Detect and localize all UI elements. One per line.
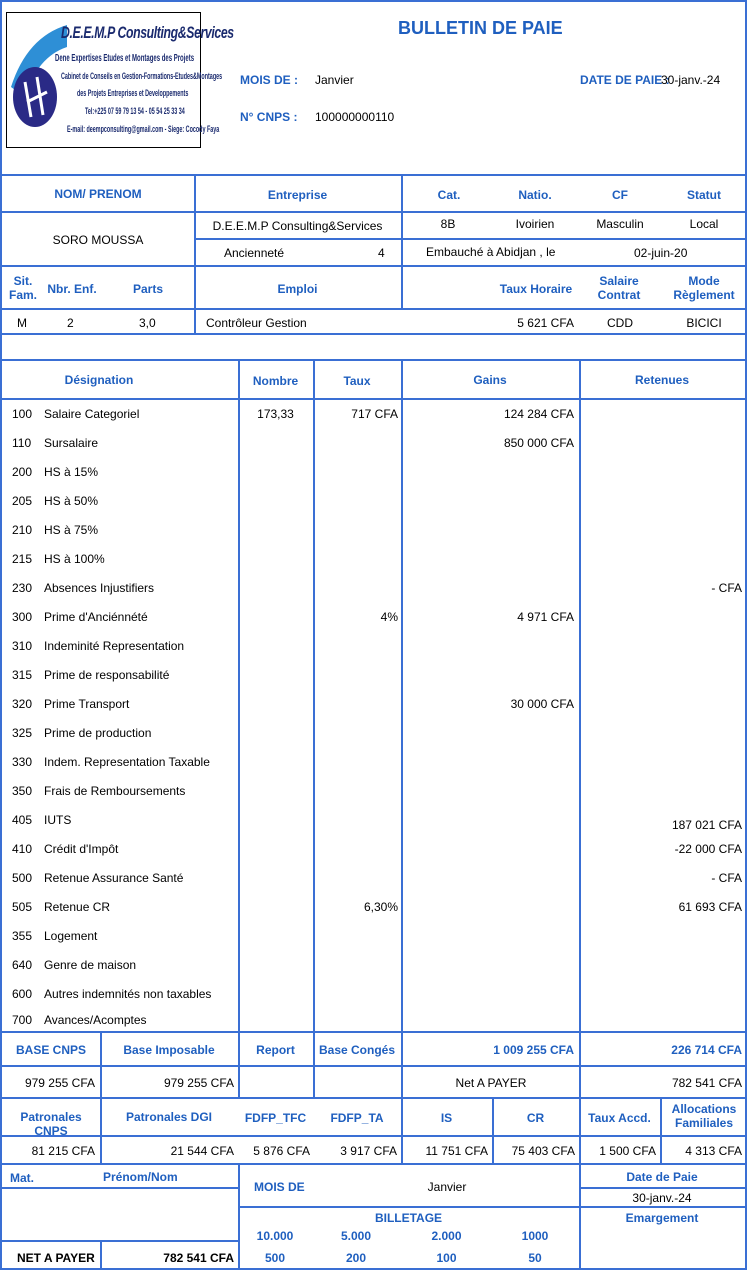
fdfp-tfc-value: 5 876 CFA bbox=[253, 1144, 310, 1158]
page-title: BULLETIN DE PAIE bbox=[398, 18, 563, 38]
net-a-payer-value: 782 541 CFA bbox=[671, 1076, 742, 1090]
header-salaire-contrat: Salaire Contrat bbox=[597, 274, 641, 302]
line-retenue: 61 693 CFA bbox=[678, 900, 742, 914]
line-label: HS à 15% bbox=[44, 465, 99, 479]
header-base-imposable: Base Imposable bbox=[123, 1043, 215, 1057]
logo-email: E-mail: deempconsulting@gmail.com - Siege: Cocody Faya bbox=[67, 124, 220, 134]
fdfp-ta-value: 3 917 CFA bbox=[340, 1144, 397, 1158]
embauche-value: 02-juin-20 bbox=[634, 246, 688, 260]
header-allocations: Allocations Familiales bbox=[671, 1102, 737, 1130]
header-statut: Statut bbox=[687, 188, 721, 202]
line-code: 210 bbox=[12, 523, 33, 537]
total-gains: 1 009 255 CFA bbox=[493, 1043, 574, 1057]
header-nbrenf: Nbr. Enf. bbox=[47, 282, 97, 296]
line-label: HS à 75% bbox=[44, 523, 99, 537]
header-natio: Natio. bbox=[518, 188, 552, 202]
logo-brand: D.E.E.M.P Consulting&Services bbox=[61, 23, 234, 42]
logo-emblem-icon bbox=[7, 17, 67, 137]
header-fdfp-ta: FDFP_TA bbox=[330, 1111, 384, 1125]
footer-mois-label: MOIS DE bbox=[254, 1180, 305, 1194]
cnps-value: 100000000110 bbox=[315, 110, 395, 124]
line-code: 230 bbox=[12, 581, 33, 595]
logo-line2: des Projets Entreprises et Developpements bbox=[77, 88, 189, 98]
footer-emargement-label: Emargement bbox=[625, 1211, 699, 1225]
is-value: 11 751 CFA bbox=[425, 1144, 488, 1158]
line-label: Prime Transport bbox=[44, 697, 130, 711]
line-gain: 4 971 CFA bbox=[517, 610, 574, 624]
line-label: Logement bbox=[44, 929, 98, 943]
line-label: Avances/Acomptes bbox=[44, 1013, 147, 1027]
employee-cf: Masculin bbox=[596, 217, 644, 231]
line-code: 310 bbox=[12, 639, 33, 653]
header-nombre: Nombre bbox=[252, 374, 299, 388]
footer-billetage-label: BILLETAGE bbox=[374, 1211, 443, 1225]
anciennete-label: Ancienneté bbox=[224, 246, 285, 260]
header-nom: NOM/ PRENOM bbox=[54, 187, 142, 201]
employee-company: D.E.E.M.P Consulting&Services bbox=[212, 219, 383, 233]
footer-prenom-label: Prénom/Nom bbox=[103, 1170, 178, 1184]
footer-date-value: 30-janv.-24 bbox=[632, 1191, 692, 1205]
billet-denomination: 500 bbox=[264, 1251, 286, 1265]
line-code: 325 bbox=[12, 726, 33, 740]
header-cf: CF bbox=[612, 188, 628, 202]
taux-accd-value: 1 500 CFA bbox=[599, 1144, 656, 1158]
line-label: Sursalaire bbox=[44, 436, 99, 450]
date-paie-label: DATE DE PAIE : bbox=[580, 73, 670, 87]
line-retenue: -22 000 CFA bbox=[674, 842, 742, 856]
line-code: 700 bbox=[12, 1013, 33, 1027]
company-logo bbox=[6, 12, 234, 148]
header-is: IS bbox=[440, 1111, 453, 1125]
billet-denomination: 200 bbox=[345, 1251, 367, 1265]
line-label: Retenue CR bbox=[44, 900, 111, 914]
employee-statut: Local bbox=[689, 217, 719, 231]
line-code: 215 bbox=[12, 552, 33, 566]
header-parts: Parts bbox=[132, 282, 164, 296]
header-base-cnps: BASE CNPS bbox=[15, 1043, 86, 1057]
billet-denomination: 50 bbox=[528, 1251, 542, 1265]
header-retenues: Retenues bbox=[634, 373, 690, 387]
header-patronales-dgi: Patronales DGI bbox=[125, 1110, 213, 1124]
allocations-value: 4 313 CFA bbox=[685, 1144, 742, 1158]
billet-denomination: 5.000 bbox=[340, 1229, 372, 1243]
date-paie-value: 30-janv.-24 bbox=[661, 73, 721, 87]
line-label: Indeminité Representation bbox=[44, 639, 185, 653]
header-gains: Gains bbox=[473, 373, 507, 387]
line-code: 300 bbox=[12, 610, 33, 624]
line-code: 320 bbox=[12, 697, 33, 711]
line-code: 350 bbox=[12, 784, 33, 798]
line-label: Autres indemnités non taxables bbox=[44, 987, 212, 1001]
header-entreprise: Entreprise bbox=[267, 188, 328, 202]
line-label: Prime de responsabilité bbox=[44, 668, 170, 682]
line-label: Frais de Remboursements bbox=[44, 784, 186, 798]
patronales-cnps-value: 81 215 CFA bbox=[31, 1144, 95, 1158]
header-base-conges: Base Congés bbox=[318, 1043, 396, 1057]
footer-net-label: NET A PAYER bbox=[17, 1251, 95, 1265]
billet-denomination: 10.000 bbox=[256, 1229, 294, 1243]
line-code: 200 bbox=[12, 465, 33, 479]
line-code: 410 bbox=[12, 842, 33, 856]
header-taux: Taux bbox=[343, 374, 371, 388]
line-code: 110 bbox=[12, 436, 32, 450]
line-gain: 30 000 CFA bbox=[510, 697, 574, 711]
employee-cat: 8B bbox=[440, 217, 456, 231]
line-label: Crédit d'Impôt bbox=[44, 842, 119, 856]
header-cat: Cat. bbox=[437, 188, 461, 202]
billet-denomination: 2.000 bbox=[431, 1229, 462, 1243]
line-code: 640 bbox=[12, 958, 33, 972]
footer-net-value: 782 541 CFA bbox=[163, 1251, 234, 1265]
line-retenue: 187 021 CFA bbox=[671, 818, 742, 832]
employee-sitfam: M bbox=[17, 316, 27, 330]
line-retenue: - CFA bbox=[711, 871, 742, 885]
billet-denomination: 1000 bbox=[521, 1229, 549, 1243]
employee-natio: Ivoirien bbox=[515, 217, 555, 231]
mois-value: Janvier bbox=[315, 73, 354, 87]
line-code: 500 bbox=[12, 871, 33, 885]
header-sitfam: Sit. Fam. bbox=[8, 274, 37, 302]
mois-label: MOIS DE : bbox=[240, 73, 299, 87]
line-label: Prime de production bbox=[44, 726, 152, 740]
line-taux: 4% bbox=[380, 610, 398, 624]
line-code: 405 bbox=[12, 813, 33, 827]
header-report: Report bbox=[256, 1043, 295, 1057]
embauche-label: Embauché à Abidjan , le bbox=[426, 245, 556, 259]
line-gain: 124 284 CFA bbox=[503, 407, 574, 421]
logo-tel: Tel:+225 07 59 79 13 54 - 05 54 25 33 34 bbox=[85, 106, 185, 116]
line-code: 315 bbox=[12, 668, 33, 682]
line-label: HS à 100% bbox=[44, 552, 105, 566]
cr-value: 75 403 CFA bbox=[511, 1144, 575, 1158]
header-patronales-cnps: Patronales CNPS bbox=[20, 1110, 82, 1138]
line-label: Absences Injustifiers bbox=[44, 581, 155, 595]
employee-name: SORO MOUSSA bbox=[52, 233, 144, 247]
header-cr: CR bbox=[526, 1111, 545, 1125]
line-code: 505 bbox=[12, 900, 33, 914]
patronales-dgi-value: 21 544 CFA bbox=[170, 1144, 234, 1158]
line-label: Salaire Categoriel bbox=[44, 407, 140, 421]
footer-mat-label: Mat. bbox=[10, 1171, 34, 1185]
logo-line1: Cabinet de Conseils en Gestion-Formations-Etudes&Montages bbox=[61, 71, 223, 81]
footer-date-label: Date de Paie bbox=[626, 1170, 698, 1184]
line-taux: 6,30% bbox=[363, 900, 398, 914]
anciennete-value: 4 bbox=[378, 246, 385, 260]
line-code: 205 bbox=[12, 494, 33, 508]
line-code: 600 bbox=[12, 987, 33, 1001]
base-imposable-value: 979 255 CFA bbox=[163, 1076, 234, 1090]
line-label: HS à 50% bbox=[44, 494, 99, 508]
line-label: Indem. Representation Taxable bbox=[44, 755, 210, 769]
header-designation: Désignation bbox=[64, 373, 134, 387]
cnps-label: N° CNPS : bbox=[240, 110, 298, 124]
line-code: 355 bbox=[12, 929, 33, 943]
line-label: Prime d'Anciénnété bbox=[44, 610, 148, 624]
base-cnps-value: 979 255 CFA bbox=[24, 1076, 95, 1090]
line-code: 330 bbox=[12, 755, 33, 769]
header-mode-reglement: Mode Règlement bbox=[673, 274, 735, 302]
employee-salaire-contrat: CDD bbox=[607, 316, 633, 330]
header-taux-accd: Taux Accd. bbox=[588, 1111, 651, 1125]
billet-denomination: 100 bbox=[436, 1251, 457, 1265]
line-taux: 717 CFA bbox=[351, 407, 398, 421]
line-label: IUTS bbox=[44, 813, 72, 827]
net-a-payer-label: Net A PAYER bbox=[455, 1076, 527, 1090]
logo-tagline: Dene Expertises Etudes et Montages des Projets bbox=[55, 53, 195, 64]
footer-mois-value: Janvier bbox=[427, 1180, 467, 1194]
line-nombre: 173,33 bbox=[257, 407, 294, 421]
line-code: 100 bbox=[12, 407, 33, 421]
line-label: Genre de maison bbox=[44, 958, 137, 972]
header-taux-horaire: Taux Horaire bbox=[499, 282, 573, 296]
employee-parts: 3,0 bbox=[139, 316, 156, 330]
employee-mode-reglement: BICICI bbox=[686, 316, 722, 330]
line-label: Retenue Assurance Santé bbox=[44, 871, 184, 885]
line-gain: 850 000 CFA bbox=[503, 436, 574, 450]
employee-taux-horaire: 5 621 CFA bbox=[517, 316, 574, 330]
header-emploi: Emploi bbox=[277, 282, 318, 296]
employee-nbrenf: 2 bbox=[67, 316, 74, 330]
line-retenue: - CFA bbox=[711, 581, 742, 595]
header-fdfp-tfc: FDFP_TFC bbox=[244, 1111, 307, 1125]
total-retenues: 226 714 CFA bbox=[671, 1043, 742, 1057]
employee-emploi: Contrôleur Gestion bbox=[206, 316, 307, 330]
